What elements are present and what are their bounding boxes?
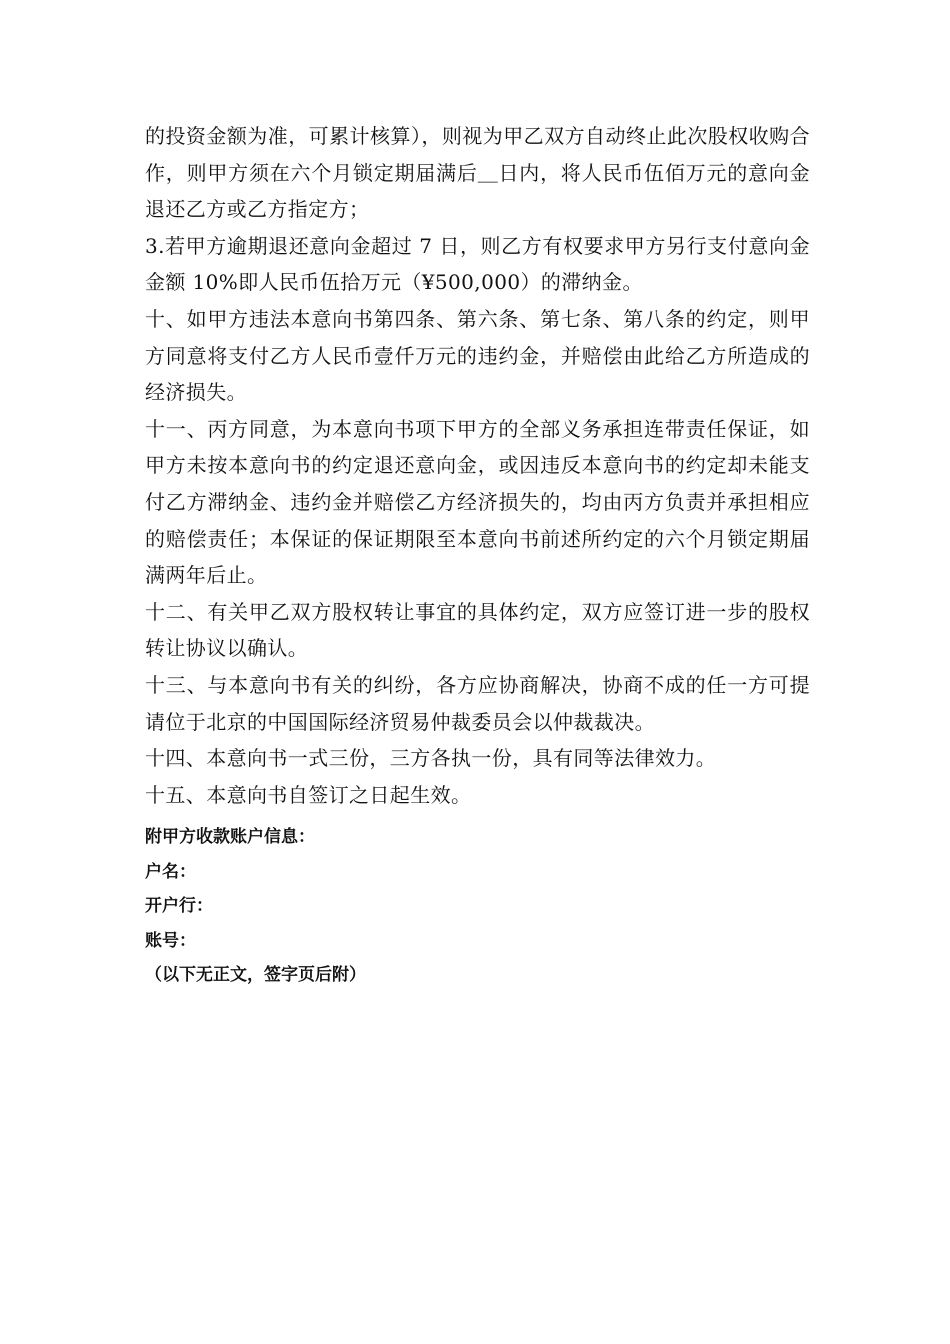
paragraph-article-11: 十一、丙方同意，为本意向书项下甲方的全部义务承担连带责任保证，如甲方未按本意向书的约定退还意向金，或因违反本意向书的约定却未能支付乙方滞纳金、违约金并赔偿乙方经济损失的，均由丙方负责并承担相应的赔偿责任；本保证的保证期限至本意向书前述所约定的六个月锁定期届满两年后止。 [145,416,810,588]
paragraph-late-fee: 3.若甲方逾期退还意向金超过 7 日，则乙方有权要求甲方另行支付意向金金额 10%即人民币伍拾万元（¥500,000）的滞纳金。 [145,233,810,295]
bank-label: 开户行： [145,896,213,916]
closing-note: （以下无正文，签字页后附） [145,965,366,985]
paragraph-termination-refund: 的投资金额为准，可累计核算），则视为甲乙双方自动终止此次股权收购合作，则甲方须在六个月锁定期届满后＿日内，将人民币伍佰万元的意向金退还乙方或乙方指定方； [145,124,810,222]
paragraph-article-14: 十四、本意向书一式三份，三方各执一份，具有同等法律效力。 [145,746,717,771]
document-body [145,118,810,813]
paragraph-article-13: 十三、与本意向书有关的纠纷，各方应协商解决，协商不成的任一方可提请位于北京的中国国际经济贸易仲裁委员会以仲裁裁决。 [145,672,810,734]
account-name-label: 户名： [145,861,196,882]
paragraph-article-12: 十二、有关甲乙双方股权转让事宜的具体约定，双方应签订进一步的股权转让协议以确认。 [145,599,810,661]
account-number-label: 账号： [145,930,196,951]
account-info-heading: 附甲方收款账户信息： [145,827,315,847]
account-info-section [145,820,810,993]
paragraph-article-15: 十五、本意向书自签订之日起生效。 [145,782,472,807]
paragraph-article-10: 十、如甲方违法本意向书第四条、第六条、第七条、第八条的约定，则甲方同意将支付乙方人民币壹仟万元的违约金，并赔偿由此给乙方所造成的经济损失。 [145,306,810,405]
